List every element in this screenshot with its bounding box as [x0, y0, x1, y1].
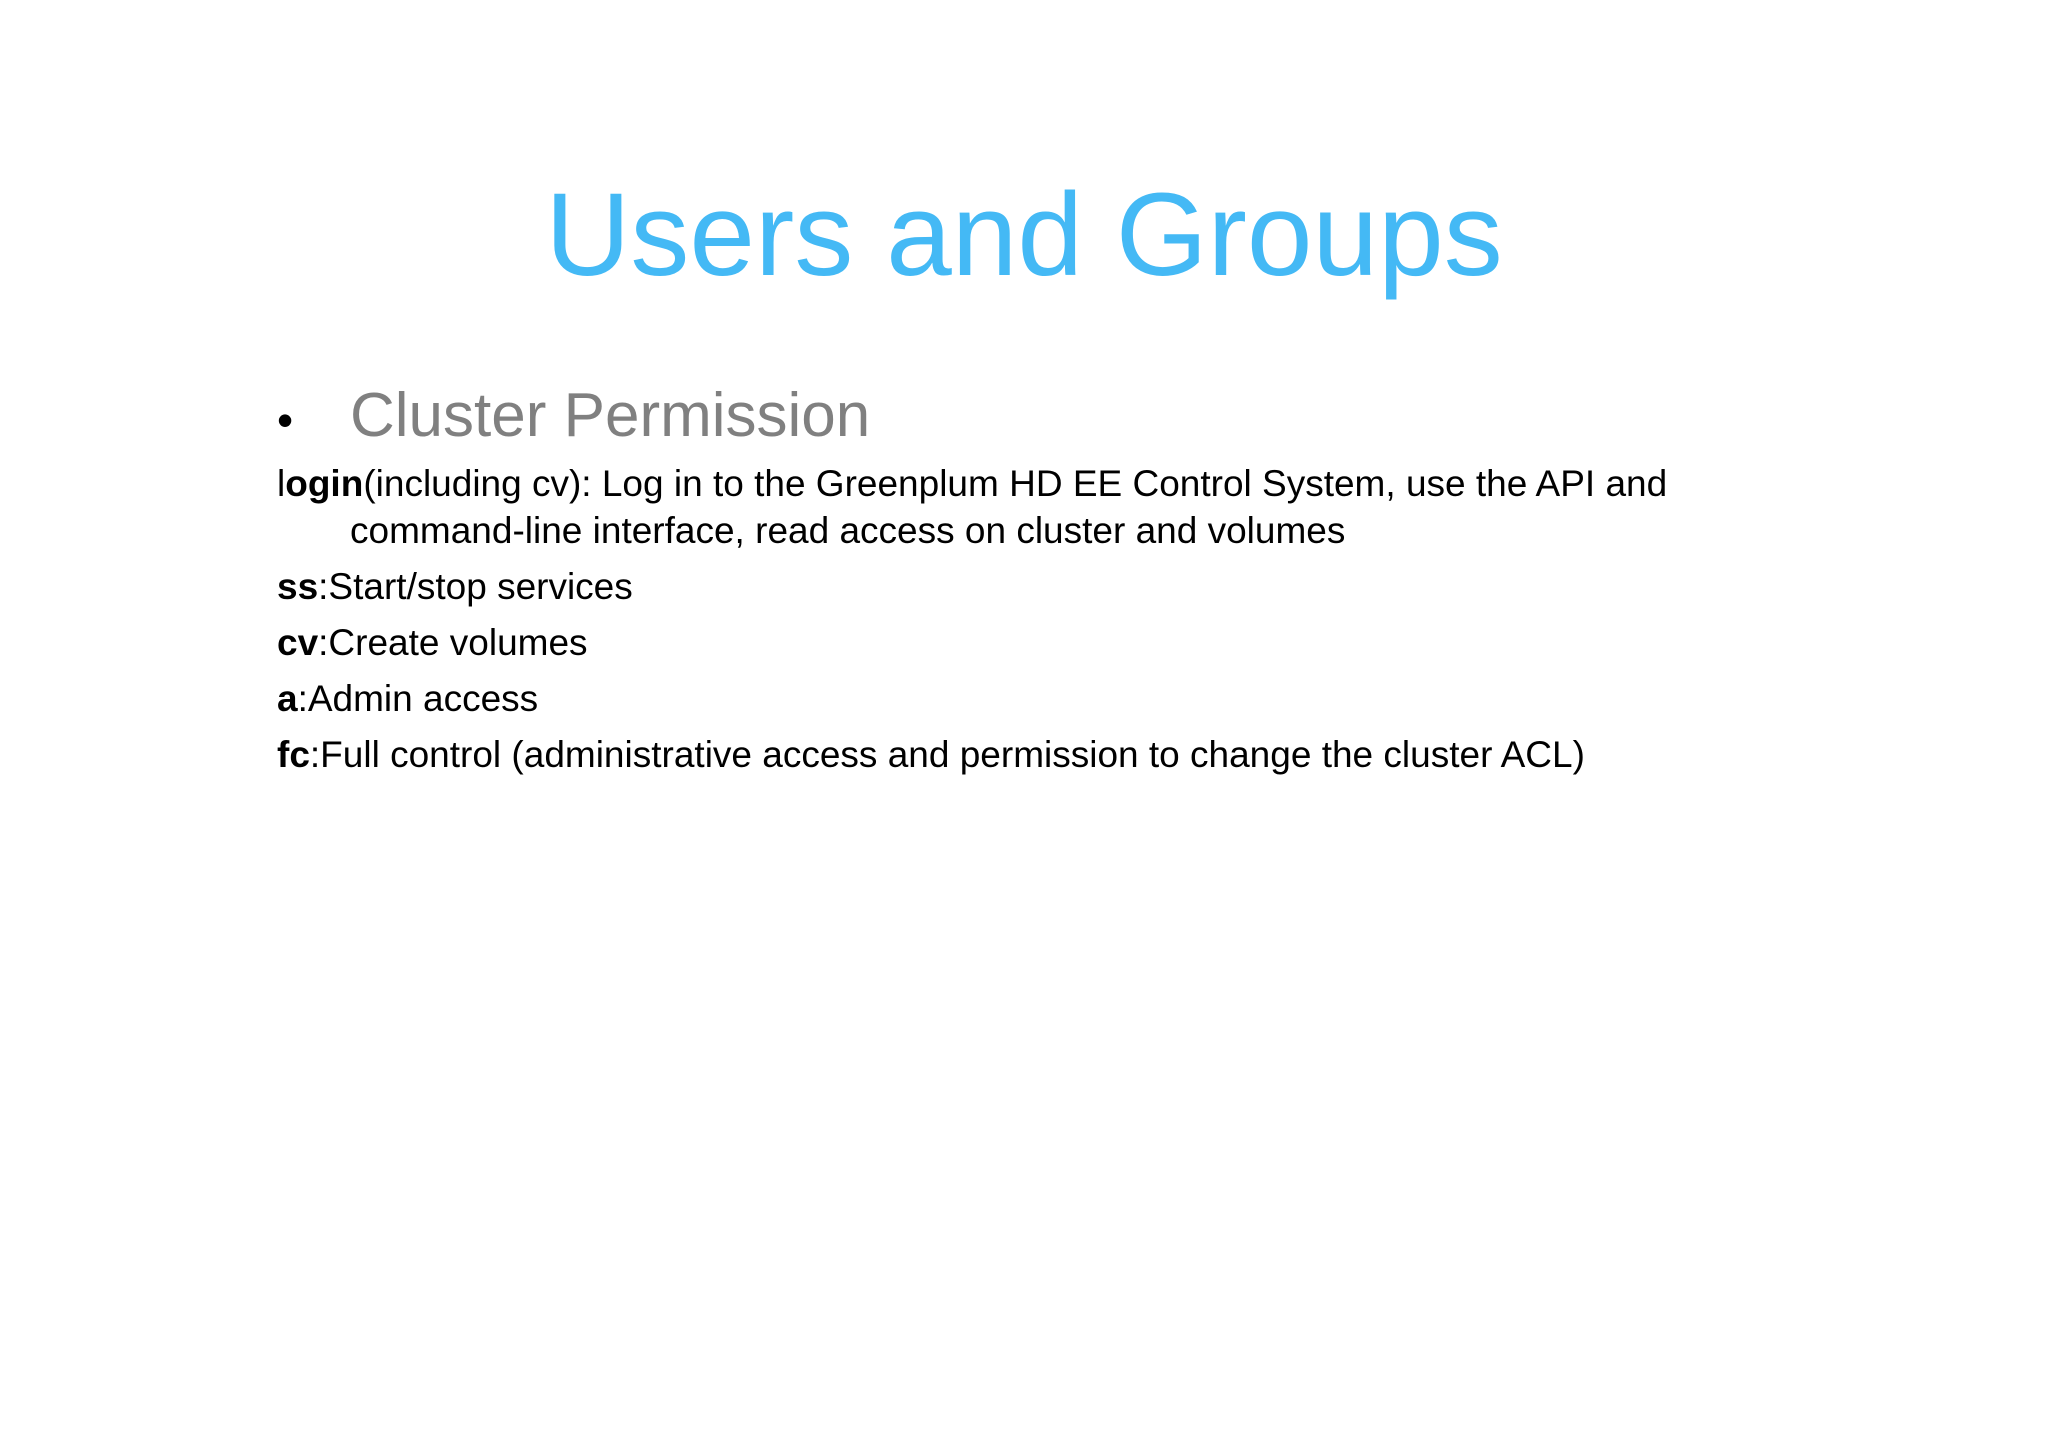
permission-cv	[277, 619, 1837, 666]
permission-description: :Full control (administrative access and permission to change the cluster ACL)	[309, 734, 1585, 775]
permission-code: ss	[277, 566, 319, 607]
permission-code: fc	[277, 734, 310, 775]
permission-description: :Admin access	[297, 678, 539, 719]
permission-login	[277, 460, 1837, 554]
slide-content	[277, 380, 1837, 787]
permission-a	[277, 675, 1837, 722]
permission-code: ogin	[285, 463, 364, 504]
bullet-dot-icon: •	[277, 394, 294, 446]
permission-fc	[277, 731, 1837, 778]
permission-ss	[277, 563, 1837, 610]
slide-title: Users and Groups	[545, 169, 1503, 301]
bullet-heading: Cluster Permission	[350, 381, 871, 450]
permission-code: a	[277, 678, 298, 719]
permission-description: (including cv): Log in to the Greenplum HD EE Control System, use the API and command-line interface, read access on cluster and volumes	[350, 463, 1668, 551]
permission-description: :Start/stop services	[318, 566, 633, 607]
permission-code-prefix: l	[277, 463, 286, 504]
bullet-item	[277, 380, 1837, 460]
permission-code: cv	[277, 622, 319, 663]
permission-description: :Create volumes	[318, 622, 588, 663]
